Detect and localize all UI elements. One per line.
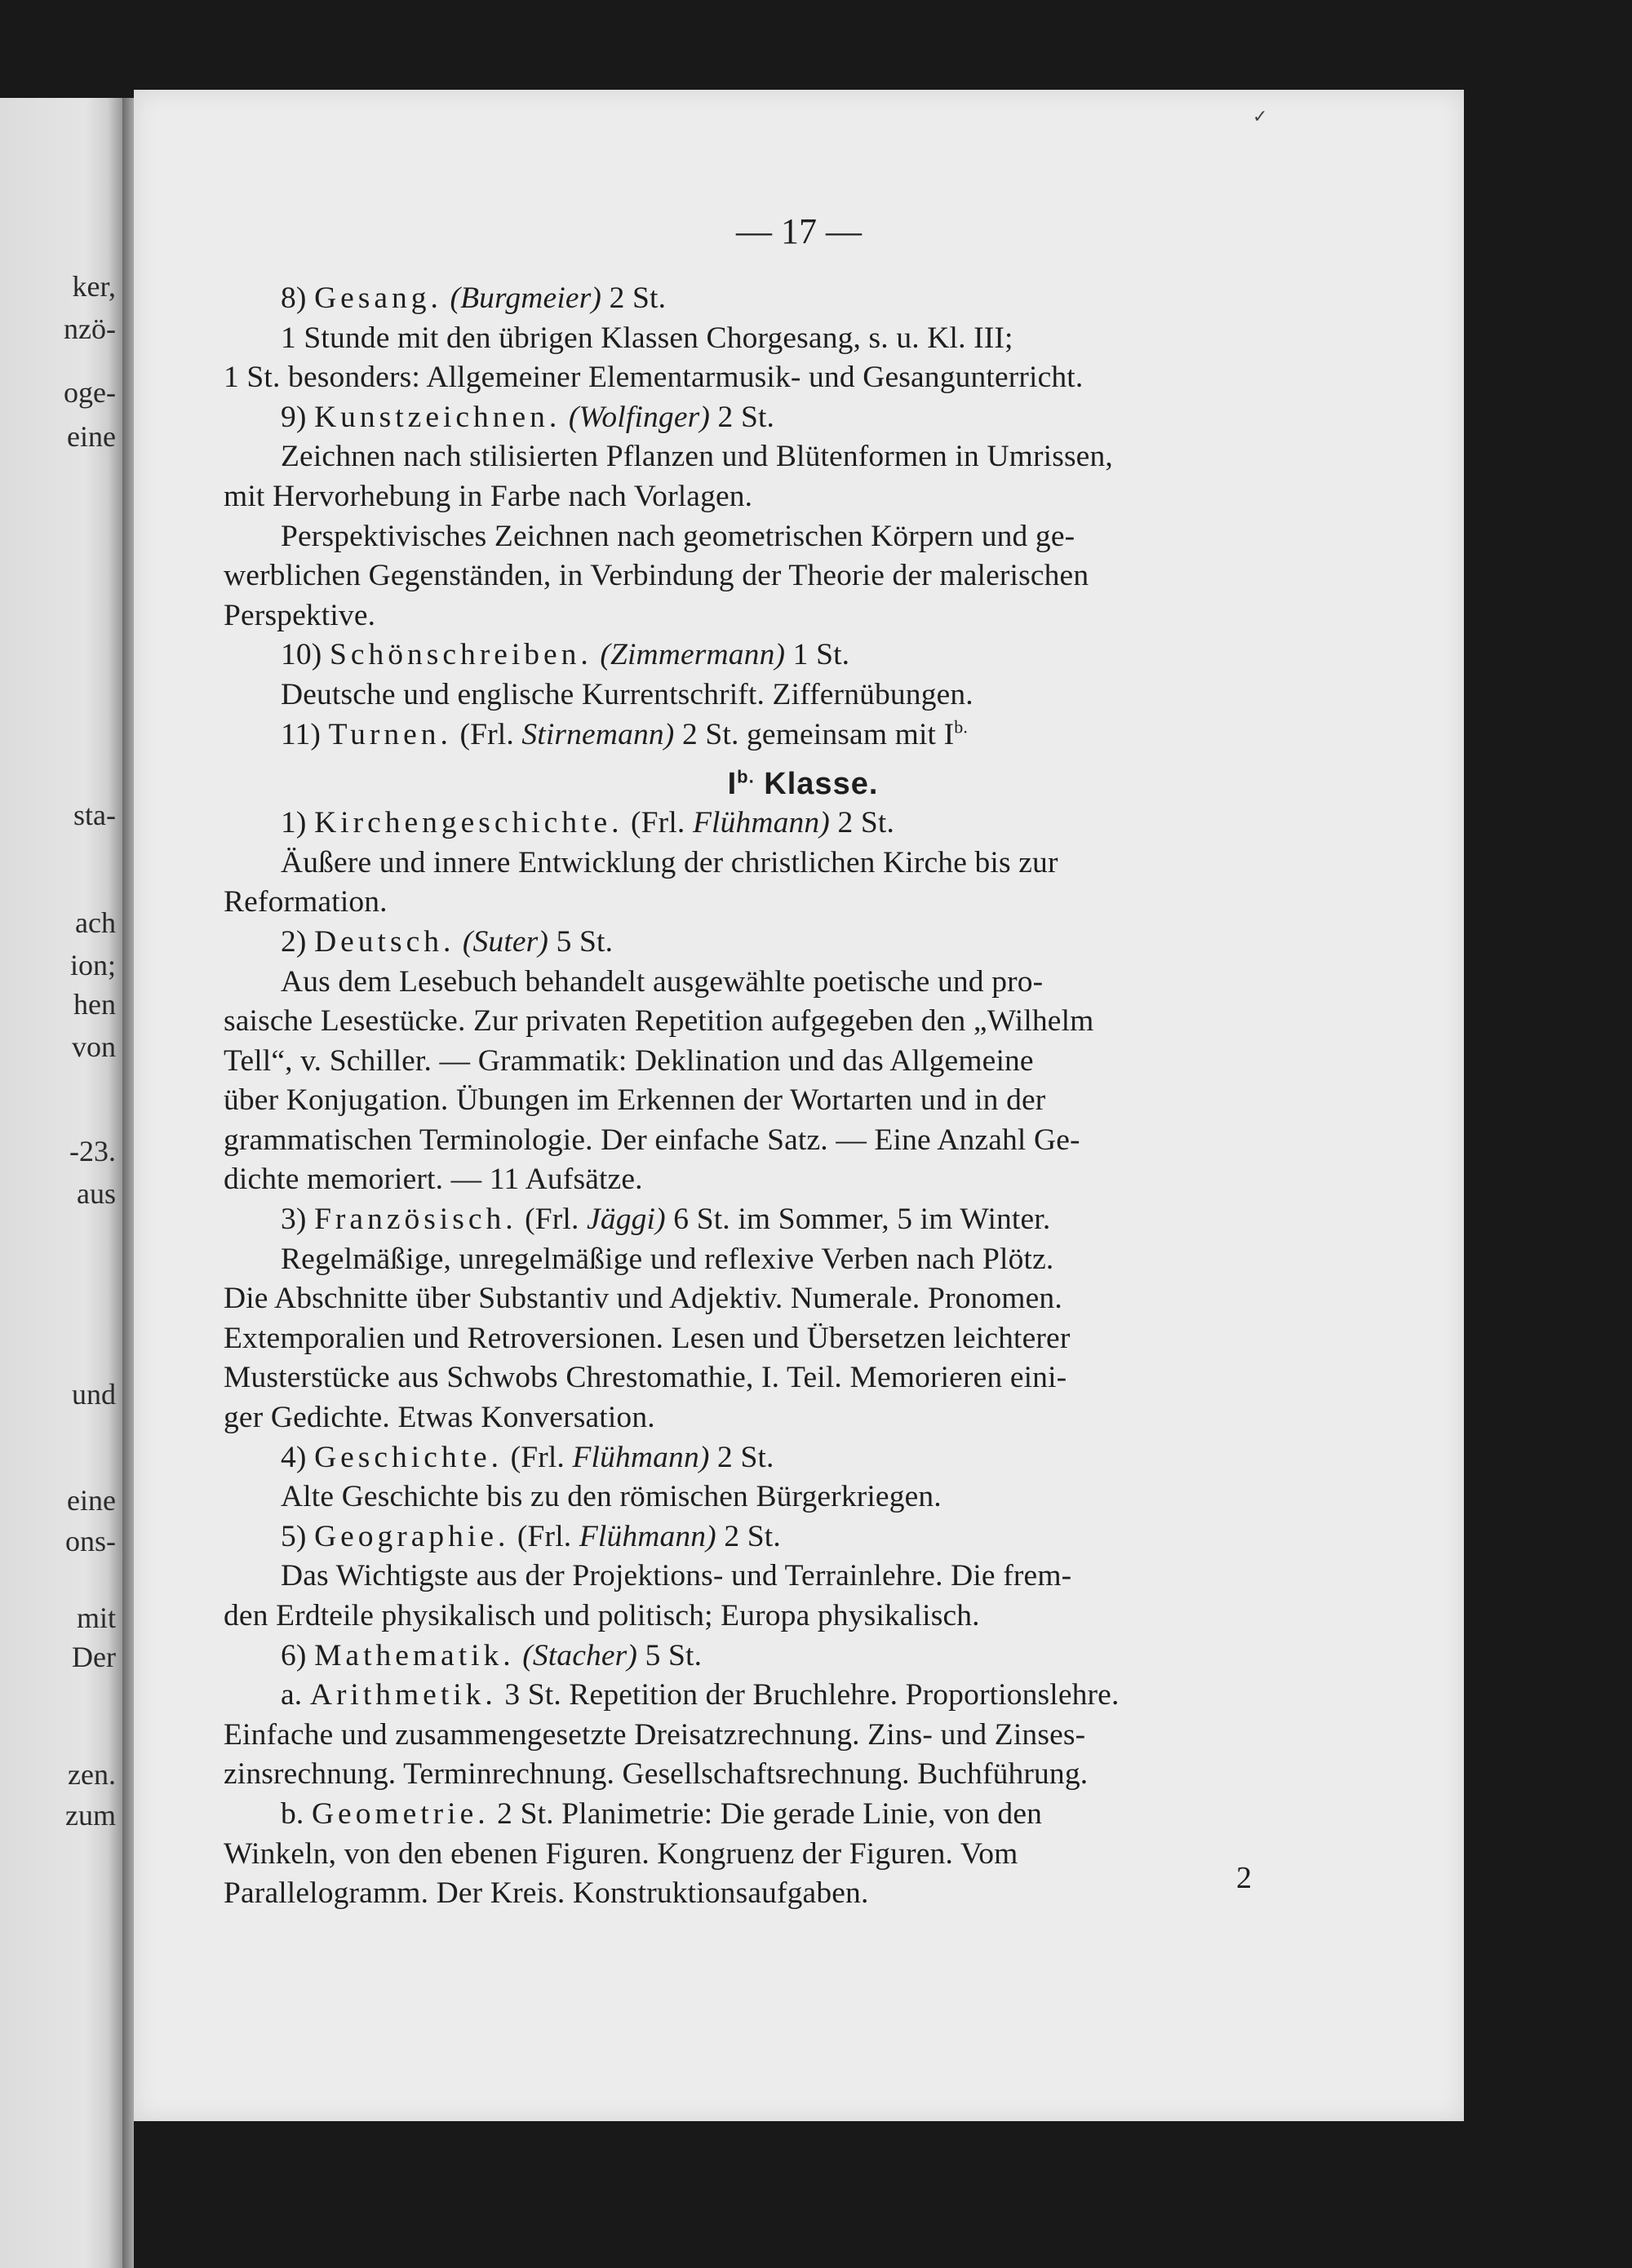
text-line: Reformation. [224,885,388,919]
item-number: 9) [281,400,307,434]
margin-fragment: ons- [65,1525,116,1557]
subject-line [224,923,1382,963]
text-line: saische Lesestücke. Zur privaten Repetition aufgegeben den „Wilhelm [224,1004,1094,1039]
item-number: 11) [281,717,322,751]
item-number: 3) [281,1203,307,1237]
hours: 2 St. [609,281,667,315]
text-line: dichte memoriert. — 11 Aufsätze. [224,1163,643,1197]
subject-line [224,1200,1382,1240]
text-line: Tell“, v. Schiller. — Grammatik: Deklination und das Allgemeine [224,1043,1034,1078]
subject-line [224,715,1382,755]
item-number: 10) [281,638,322,672]
heading-word: Klasse. [764,767,879,802]
margin-fragment: aus [77,1177,116,1210]
subject-name: Turnen. [328,717,452,751]
hours: 2 St. [717,1440,774,1474]
teacher-name: Flühmann) [572,1440,710,1474]
text-line: über Konjugation. Übungen im Erkennen der Wortarten und in der [224,1083,1046,1118]
text-line: Aus dem Lesebuch behandelt ausgewählte poetische und pro- [281,964,1044,999]
subject-line [224,636,1382,676]
item-number: a. [281,1678,303,1712]
item-number: 2) [281,924,307,959]
text-line: werblichen Gegenständen, in Verbindung der Theorie der malerischen [224,559,1089,593]
heading-prefix: I [727,767,738,802]
margin-fragment: eine [67,1484,116,1517]
margin-fragment: von [72,1030,116,1063]
text-line: grammatischen Terminologie. Der einfache Satz. — Eine Anzahl Ge- [224,1123,1080,1157]
hours: 5 St. [645,1638,703,1672]
subject-line [224,1517,1382,1557]
class-superscript: b. [954,716,969,738]
margin-fragment: eine [67,420,116,453]
subject-line [224,1438,1382,1478]
text-line: Das Wichtigste aus der Projektions- und Terrainlehre. Die frem- [281,1559,1072,1593]
page-number: — 17 — [736,211,862,251]
text-continuation: 3 St. Repetition der Bruchlehre. Proportionslehre. [504,1678,1120,1712]
margin-fragment: mit [76,1601,116,1634]
subject-name: Geometrie. [311,1796,490,1831]
margin-fragment: Der [72,1641,116,1673]
hours: 2 St. [837,806,894,840]
text-line: den Erdteile physikalisch und politisch; Europa physikalisch. [224,1599,980,1632]
item-number: 1) [281,806,307,840]
item-number: 5) [281,1519,307,1553]
margin-fragment: zum [65,1799,116,1832]
hours: 2 St. gemeinsam mit I [681,717,955,751]
hours: 2 St. [717,400,775,434]
margin-fragment: ion; [69,949,116,981]
margin-fragment: oge- [64,376,116,409]
teacher-name: (Zimmermann) [600,638,786,672]
teacher-prefix: (Frl. [517,1519,572,1553]
text-line: Winkeln, von den ebenen Figuren. Kongruenz der Figuren. Vom [224,1836,1018,1871]
teacher-name: Flühmann) [692,806,830,840]
subject-line [224,1637,1382,1677]
subject-name: Mathematik. [314,1638,515,1672]
signature-mark: 2 [1236,1861,1252,1895]
teacher-prefix: (Frl. [631,806,685,840]
text-line: zinsrechnung. Terminrechnung. Gesellschaftsrechnung. Buchführung. [224,1757,1089,1792]
text-line: Musterstücke aus Schwobs Chrestomathie, I. Teil. Memorieren eini- [224,1361,1067,1395]
teacher-name: (Stacher) [522,1638,638,1672]
teacher-prefix: (Frl. [510,1440,565,1474]
text-line: Alte Geschichte bis zu den römischen Bürgerkriegen. [281,1480,942,1514]
margin-fragment: -23. [69,1135,116,1167]
text-line: Extemporalien und Retroversionen. Lesen und Übersetzen leichterer [224,1321,1071,1355]
subject-name: Geographie. [314,1519,510,1553]
document-page [134,90,1464,2121]
teacher-name: (Wolfinger) [568,400,710,434]
ink-speck: ✓ [1253,106,1268,126]
heading-sup: b. [737,766,755,787]
teacher-name: Stirnemann) [521,717,675,751]
item-number: 8) [281,281,307,315]
text-line: Zeichnen nach stilisierten Pflanzen und Blütenformen in Umrissen, [281,440,1113,474]
text-line: ger Gedichte. Etwas Konversation. [224,1401,655,1435]
teacher-name: Jäggi) [587,1203,666,1237]
hours: 6 St. im Sommer, 5 im Winter. [673,1203,1051,1237]
subject-line [224,279,1382,319]
subject-name: Gesang. [314,281,442,315]
text-line: Die Abschnitte über Substantiv und Adjektiv. Numerale. Pronomen. [224,1282,1062,1316]
text-continuation: 2 St. Planimetrie: Die gerade Linie, von den [497,1796,1043,1831]
text-line: Perspektivisches Zeichnen nach geometrischen Körpern und ge- [281,519,1075,553]
subject-line [224,1676,1382,1716]
subject-name: Schönschreiben. [329,638,592,672]
teacher-name: (Suter) [462,924,549,959]
text-line: Regelmäßige, unregelmäßige und reflexive Verben nach Plötz. [281,1242,1054,1276]
text-line: Deutsche und englische Kurrentschrift. Ziffernübungen. [281,677,973,711]
hours: 2 St. [724,1519,781,1553]
page-body [224,279,1382,1914]
margin-fragment: ach [75,906,116,939]
subject-line [224,804,1382,844]
subject-name: Kunstzeichnen. [314,400,561,434]
item-number: b. [281,1796,304,1831]
text-line: Parallelogramm. Der Kreis. Konstruktionsaufgaben. [224,1876,869,1911]
left-page-edge [0,98,122,2268]
teacher-prefix: (Frl. [459,717,514,751]
margin-fragment: sta- [73,799,116,831]
text-line: Äußere und innere Entwicklung der christlichen Kirche bis zur [281,845,1058,879]
margin-fragment: nzö- [64,312,116,345]
text-line: Perspektive. [224,598,376,632]
hours: 1 St. [792,638,850,672]
subject-name: Geschichte. [314,1440,503,1474]
item-number: 6) [281,1638,307,1672]
text-line: 1 St. besonders: Allgemeiner Elementarmusik- und Gesangunterricht. [224,361,1084,395]
teacher-name: (Burgmeier) [450,281,602,315]
subject-line [224,398,1382,438]
margin-fragment: zen. [68,1758,116,1791]
teacher-name: Flühmann) [579,1519,716,1553]
subject-name: Kirchengeschichte. [314,806,623,840]
section-heading [224,760,1382,808]
text-line: mit Hervorhebung in Farbe nach Vorlagen. [224,479,753,513]
margin-fragment: hen [73,988,116,1021]
item-number: 4) [281,1440,307,1474]
subject-line [224,1795,1382,1835]
text-line: 1 Stunde mit den übrigen Klassen Chorgesang, s. u. Kl. III; [281,321,1013,355]
teacher-prefix: (Frl. [525,1203,579,1237]
margin-fragment: und [72,1378,116,1411]
subject-name: Französisch. [314,1203,517,1237]
hours: 5 St. [556,924,614,959]
book-gutter [122,98,134,2268]
margin-fragment: ker, [72,270,116,303]
text-line: Einfache und zusammengesetzte Dreisatzrechnung. Zins- und Zinses- [224,1717,1086,1752]
subject-name: Deutsch. [314,924,455,959]
subject-name: Arithmetik. [309,1678,497,1712]
